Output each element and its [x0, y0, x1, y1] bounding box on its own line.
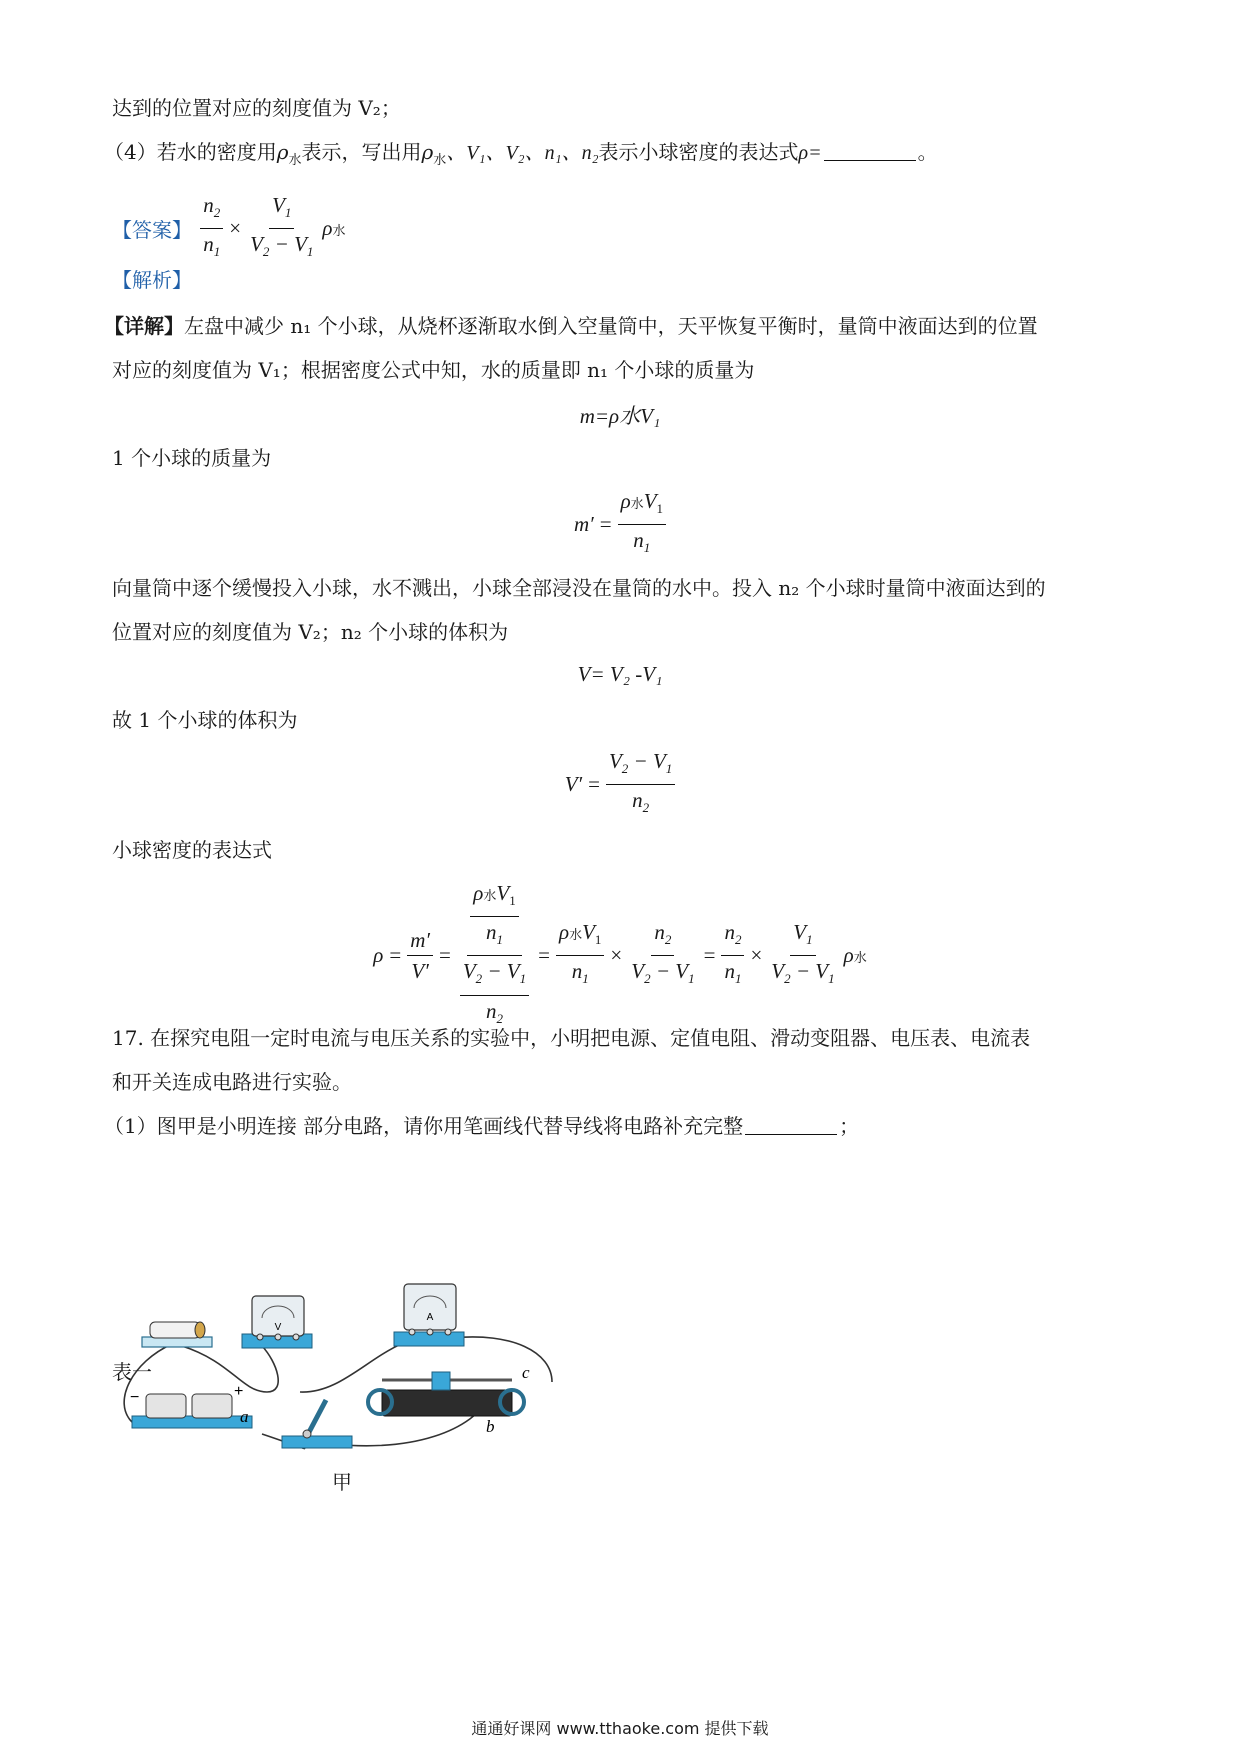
detail-line-1	[104, 312, 1128, 340]
terminal-b-label: b	[486, 1417, 495, 1436]
analysis-tag-line	[112, 266, 1128, 294]
analysis-tag: 【解析】	[112, 268, 192, 292]
answer-row: 【答案】 $\frac{n_2}{n_1}$ × $\frac{V_1}{V_2 - V_1}$ ρ水	[112, 192, 349, 265]
answer-frac-n: $\frac{n_2}{n_1}$	[200, 192, 223, 265]
detail-tag: 【详解】	[104, 314, 184, 338]
q17-sub1	[104, 1112, 1128, 1140]
formula-v: V= V₂ -V₁	[577, 662, 663, 686]
q4-period: 。	[917, 140, 938, 164]
battery-plus-label: +	[234, 1383, 244, 1400]
page-footer: 通通好课网 www.tthaoke.com 提供下载	[471, 1719, 769, 1738]
q4-end: 表示小球密度的表达式	[598, 140, 799, 164]
battery	[130, 1383, 252, 1428]
density-expr-line: 小球密度的表达式	[112, 838, 272, 862]
table-label: 表一	[112, 1360, 152, 1384]
put-in-line-2: 位置对应的刻度值为 V₂；n₂ 个小球的体积为	[112, 620, 509, 644]
ammeter-label: A	[426, 1312, 434, 1323]
question-4: （4）若水的密度用$\rho_水$表示，写出用$\rho_水$、V₁、V₂、n₁、n₂表示小球密度的表达式ρ= 。	[104, 140, 938, 168]
q4-water-sub: 水	[288, 153, 302, 168]
q17-line-2: 和开关连成电路进行实验。	[112, 1070, 352, 1094]
text-line-1: 达到的位置对应的刻度值为 V₂；	[112, 96, 401, 120]
q17-line-1: 17. 在探究电阻一定时电流与电压关系的实验中，小明把电源、定值电阻、滑动变阻器、电压表、电流表	[112, 1026, 1031, 1050]
formula-v-prime: V′ = $\frac{V_2 - V_1}{n_2}$	[0, 748, 1240, 821]
q4-mid: 表示，写出用	[301, 140, 422, 164]
terminal-c-label: c	[522, 1363, 530, 1382]
formula-density: ρ = $\frac{m'}{V'}$ = $\frac{\frac{\rho 水V_1}{n_1}}{\frac{V_2 - V_1}{n_2}}$ = $\frac{\rho 水V_1}{n_1}$ × $\frac{n_2}{V_2 - V_1}$ = $\frac{n_2}{n_1}$ × $\frac{V_1}{V_2 - V_1}$ ρ水	[373, 881, 867, 1026]
voltmeter-label: V	[274, 1322, 282, 1333]
terminal-a-label: a	[240, 1407, 249, 1426]
q4-prefix: （4）若水的密度用	[104, 140, 277, 164]
battery-minus-label: −	[130, 1389, 140, 1406]
detail-line-2: 对应的刻度值为 V₁；根据密度公式中知，水的质量即 n₁ 个小球的质量为	[112, 358, 755, 382]
q4-rho: ρ=	[798, 142, 822, 164]
figure-caption: 甲	[332, 1470, 352, 1494]
q4-rho-water: ρ	[276, 140, 289, 164]
put-in-line-1: 向量筒中逐个缓慢投入小球，水不溅出，小球全部浸没在量筒的水中。投入 n₂ 个小球时量筒中液面达到的	[112, 576, 1046, 600]
one-ball-volume-line: 故 1 个小球的体积为	[112, 708, 298, 732]
q17-sub1-end: ；	[839, 1114, 860, 1138]
formula-m-prime: m′ = $\frac{\rho 水V_1}{n_1}$	[0, 488, 1240, 561]
formula-m: m=ρ水V₁	[579, 404, 661, 428]
answer-blank[interactable]	[824, 140, 916, 161]
resistor	[142, 1322, 212, 1347]
q4-vars: 、V₁、V₂、n₁、n₂	[446, 142, 599, 164]
one-ball-mass-line: 1 个小球的质量为	[112, 446, 272, 470]
q17-sub1-text: （1）图甲是小明连接 部分电路，请你用笔画线代替导线将电路补充完整	[104, 1114, 744, 1138]
q17-answer-blank[interactable]	[745, 1114, 837, 1135]
ammeter	[394, 1284, 464, 1346]
switch	[282, 1400, 352, 1448]
answer-frac-v: $\frac{V_1}{V_2 - V_1}$	[250, 193, 314, 260]
answer-tag: 【答案】	[112, 218, 192, 243]
voltmeter	[242, 1296, 312, 1348]
detail-text-1: 左盘中减少 n₁ 个小球，从烧杯逐渐取水倒入空量筒中，天平恢复平衡时，量筒中液面达到的位置	[184, 314, 1038, 338]
